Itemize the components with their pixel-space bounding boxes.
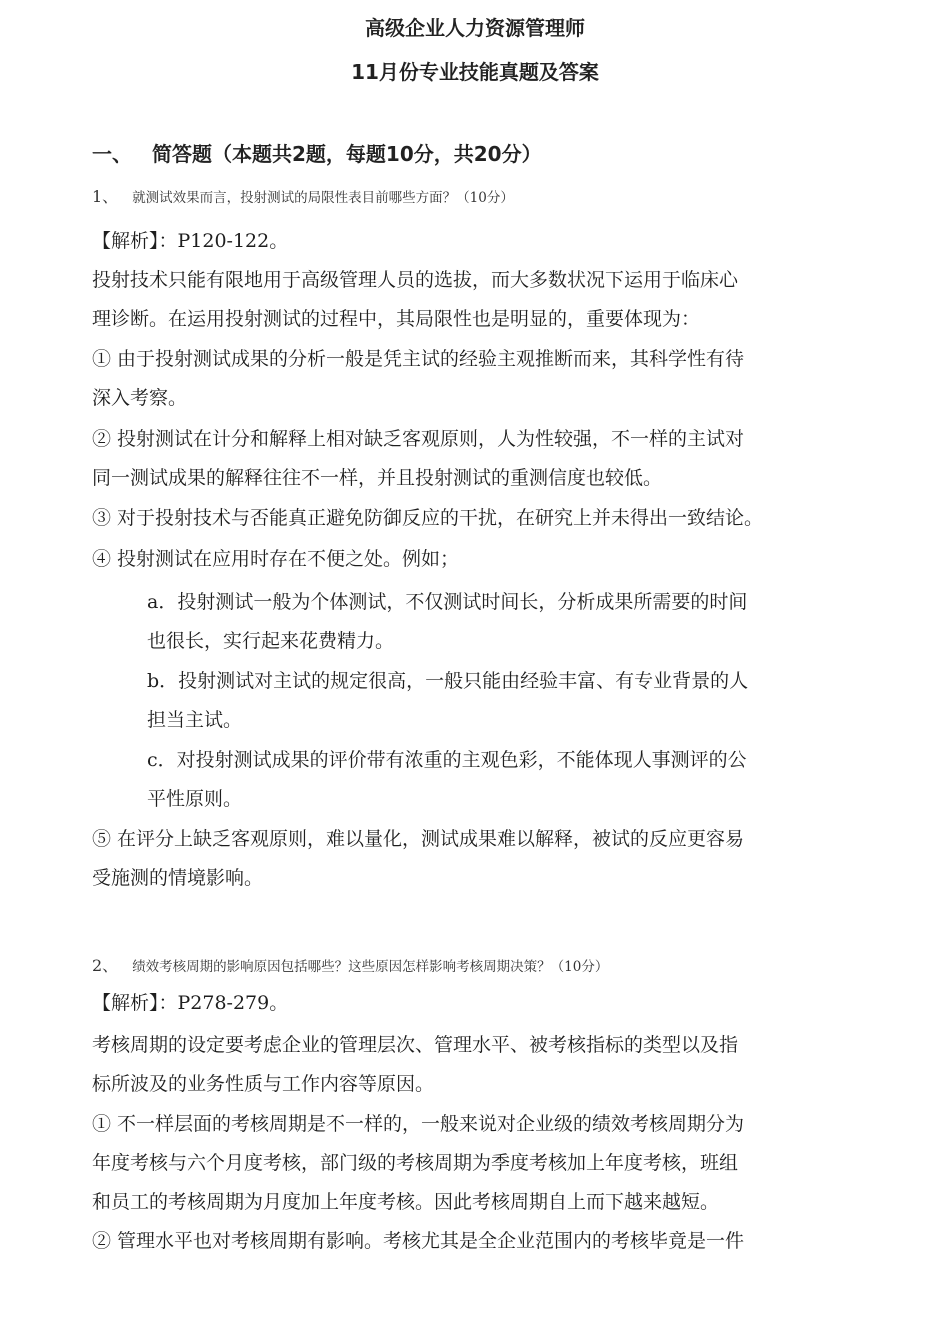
answer-reference <box>92 984 882 1023</box>
text-line: 平性原则。 <box>147 788 243 810</box>
point-3 <box>92 499 882 538</box>
text-line: 深入考察。 <box>92 387 188 409</box>
text-line: ② 投射测试在计分和解释上相对缺乏客观原则，人为性较强，不一样的主试对 <box>92 428 745 450</box>
text-line: 同一测试成果的解释往往不一样，并且投射测试的重测信度也较低。 <box>92 467 663 489</box>
doc-title-line2: 11月份专业技能真题及答案 <box>351 60 599 84</box>
question-text: 就测试效果而言，投射测试的局限性表目前哪些方面？（10分） <box>132 190 514 206</box>
text-line: ② 管理水平也对考核周期有影响。考核尤其是全企业范围内的考核毕竟是一件 <box>92 1230 745 1252</box>
answer-ref-text: 【解析】：P120-122。 <box>92 230 289 252</box>
text-line: ④ 投射测试在应用时存在不便之处。例如； <box>92 548 460 570</box>
text-line: ① 由于投射测试成果的分析一般是凭主试的经验主观推断而来，其科学性有待 <box>92 348 745 370</box>
text-line: 考核周期的设定要考虑企业的管理层次、管理水平、被考核指标的类型以及指 <box>92 1034 739 1056</box>
question-2 <box>92 953 608 976</box>
text-line: 标所波及的业务性质与工作内容等原因。 <box>92 1073 435 1095</box>
point-5 <box>92 820 882 898</box>
text-line: ⑤ 在评分上缺乏客观原则，难以量化，测试成果难以解释，被试的反应更容易 <box>92 828 745 850</box>
point-2 <box>92 1222 882 1261</box>
question-number: 2、 <box>92 956 119 975</box>
section-number: 一、 <box>92 142 132 166</box>
section-heading <box>92 138 542 167</box>
paragraph-intro <box>92 1026 882 1104</box>
question-1 <box>92 184 514 207</box>
text-line: 担当主试。 <box>147 709 243 731</box>
point-1 <box>92 1105 882 1222</box>
answer-ref-text: 【解析】：P278-279。 <box>92 992 289 1014</box>
text-line: ① 不一样层面的考核周期是不一样的，一般来说对企业级的绩效考核周期分为 <box>92 1113 745 1135</box>
section-title: 简答题（本题共2题，每题10分，共20分） <box>152 142 542 166</box>
text-line: 受施测的情境影响。 <box>92 867 264 889</box>
text-line: ③ 对于投射技术与否能真正避免防御反应的干扰，在研究上并未得出一致结论。 <box>92 507 764 529</box>
text-line: 年度考核与六个月度考核，部门级的考核周期为季度考核加上年度考核，班组 <box>92 1152 739 1174</box>
text-line: c．对投射测试成果的评价带有浓重的主观色彩，不能体现人事测评的公 <box>147 749 747 771</box>
answer-reference <box>92 222 882 261</box>
question-text: 绩效考核周期的影响原因包括哪些？这些原因怎样影响考核周期决策？（10分） <box>132 959 609 975</box>
text-line: 也很长，实行起来花费精力。 <box>147 630 395 652</box>
text-line: a．投射测试一般为个体测试，不仅测试时间长，分析成果所需要的时间 <box>147 591 748 613</box>
paragraph-intro <box>92 261 882 339</box>
doc-title-line1: 高级企业人力资源管理师 <box>365 16 585 40</box>
sub-point-b <box>147 662 867 740</box>
text-line: 投射技术只能有限地用于高级管理人员的选拔，而大多数状况下运用于临床心 <box>92 269 739 291</box>
question-number: 1、 <box>92 187 119 206</box>
point-4 <box>92 540 882 579</box>
text-line: 和员工的考核周期为月度加上年度考核。因此考核周期自上而下越来越短。 <box>92 1191 720 1213</box>
text-line: 理诊断。在运用投射测试的过程中，其局限性也是明显的，重要体现为： <box>92 308 701 330</box>
text-line: b．投射测试对主试的规定很高，一般只能由经验丰富、有专业背景的人 <box>147 670 749 692</box>
point-1 <box>92 340 882 418</box>
point-2 <box>92 420 882 498</box>
sub-point-c <box>147 741 867 819</box>
sub-point-a <box>147 583 867 661</box>
